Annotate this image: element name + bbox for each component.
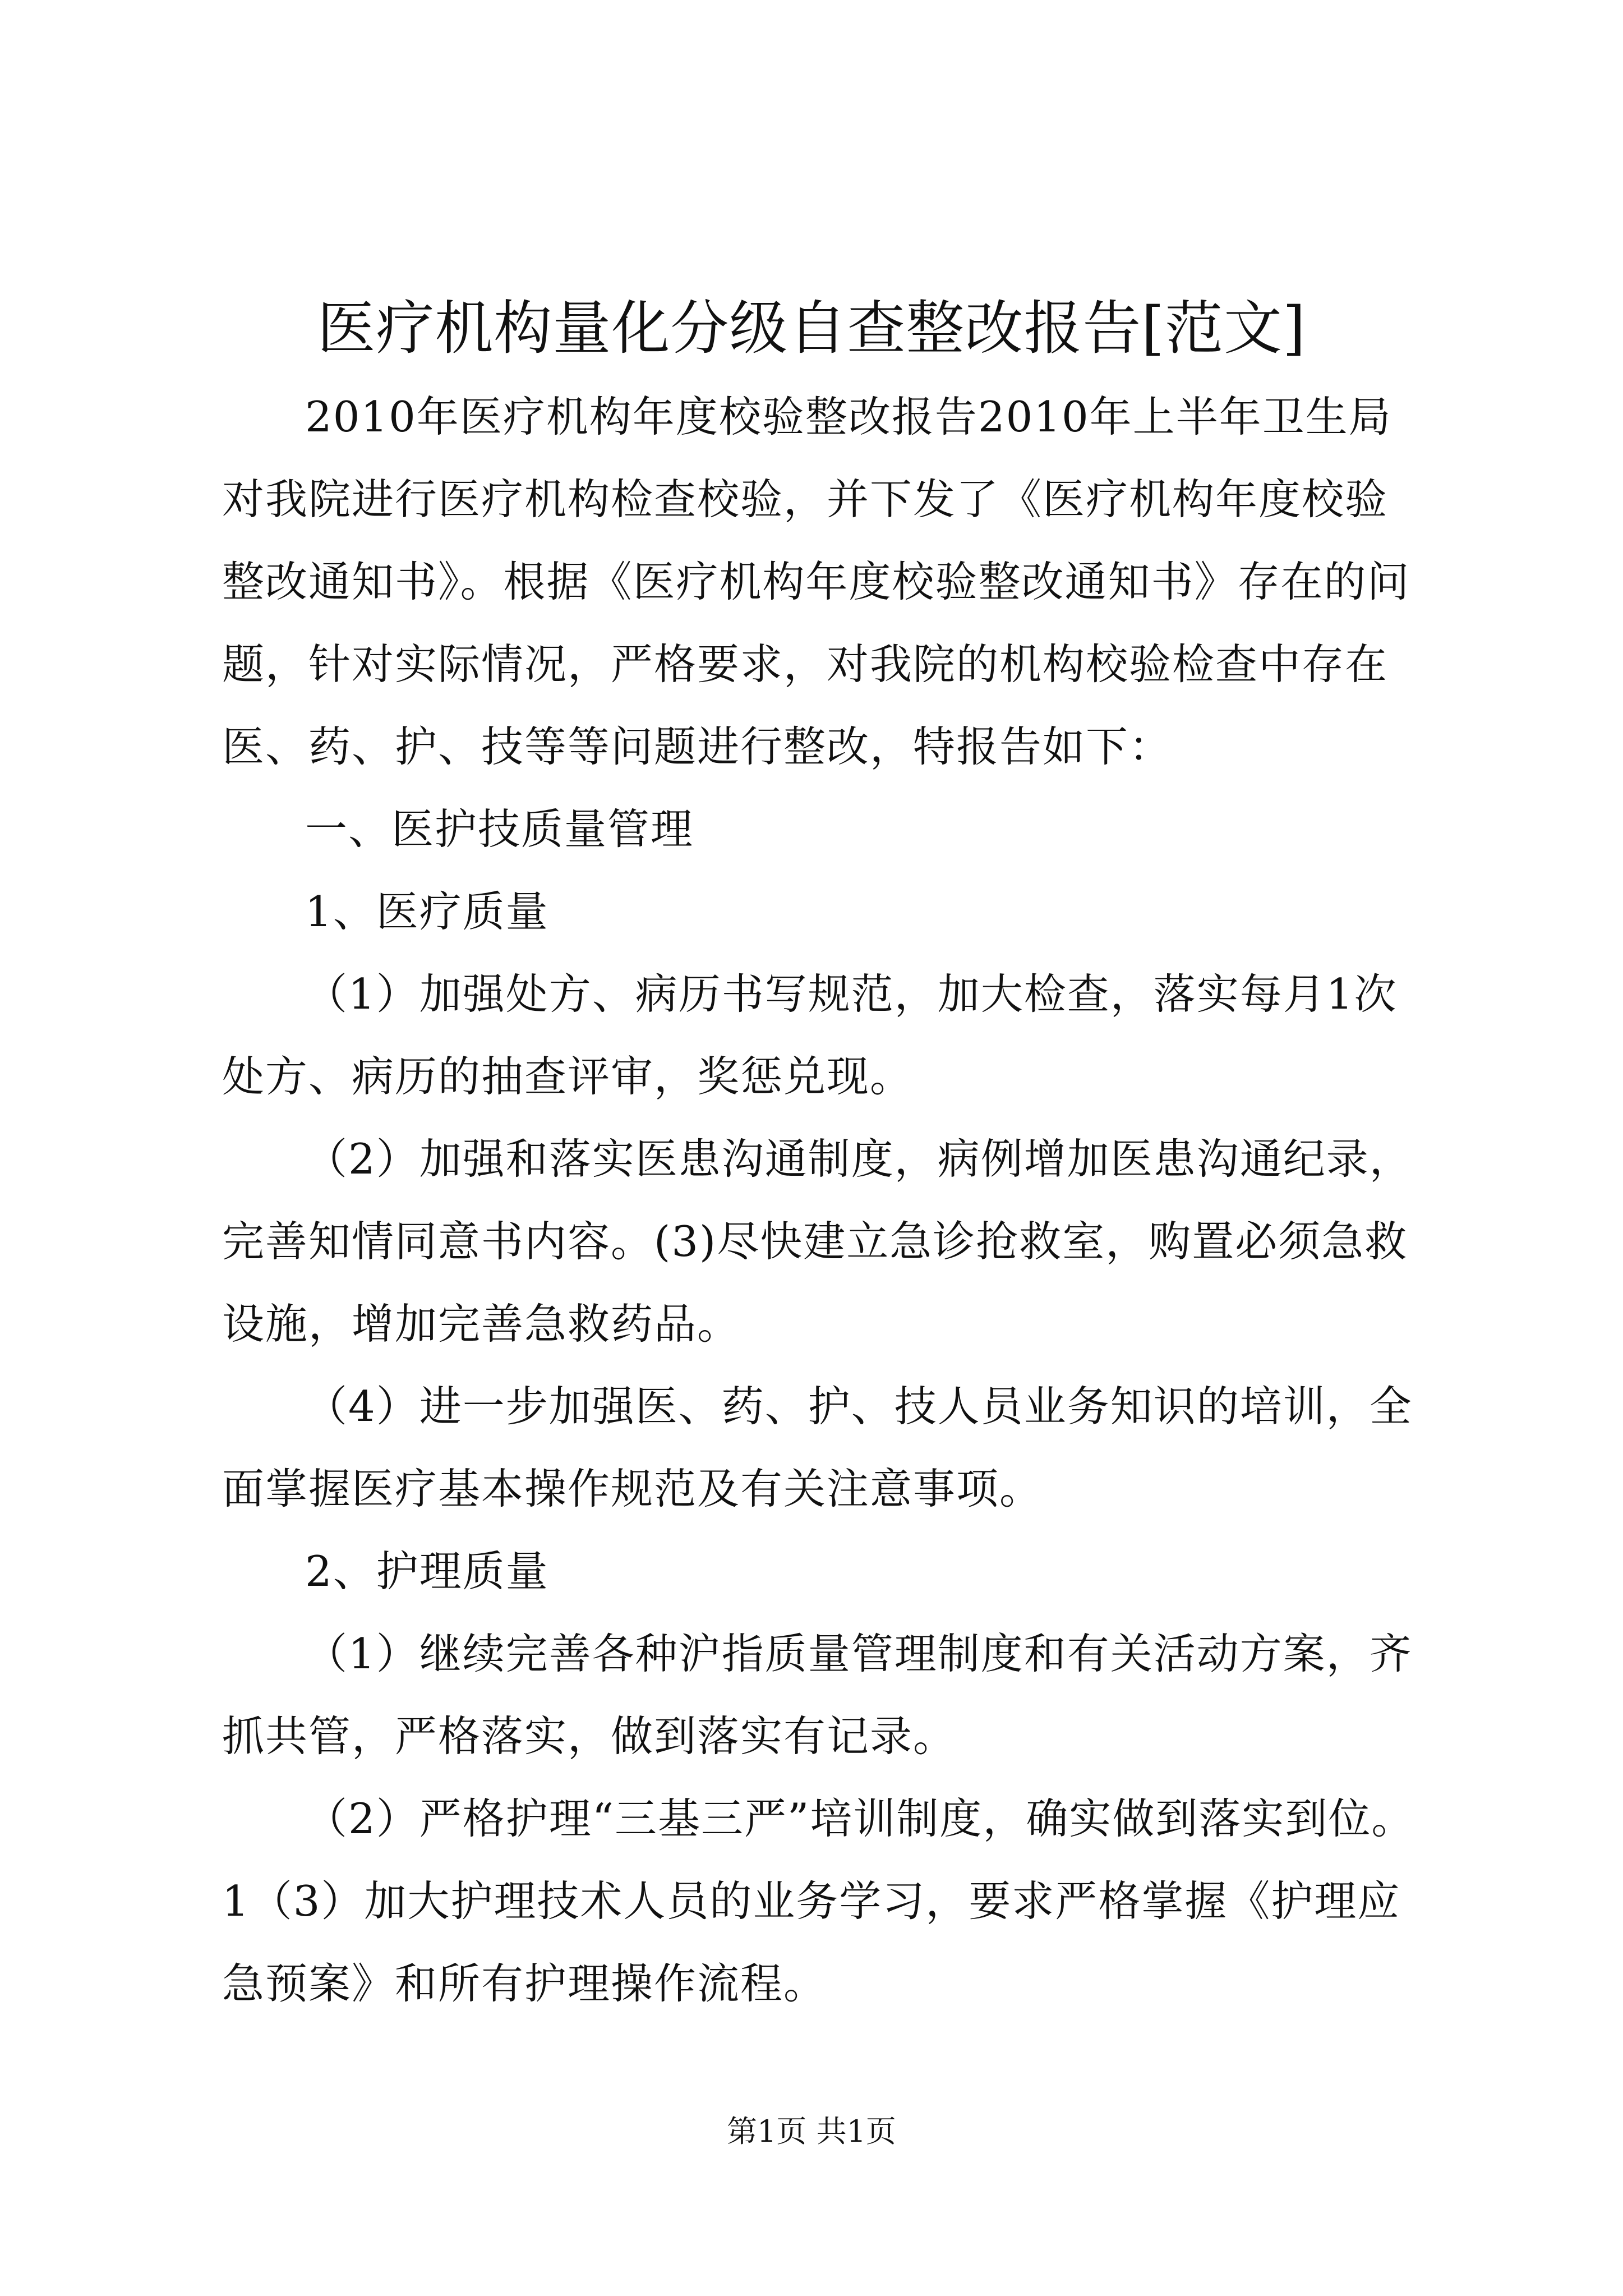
page-number-footer: 第1页 共1页 [727,2114,896,2149]
document-body [222,376,1422,2025]
subsection-heading-medical-quality: 1、医疗质量 [305,887,549,936]
subsection-heading-nursing-quality: 2、护理质量 [305,1547,549,1596]
section-heading-quality-management: 一、医护技质量管理 [305,804,694,854]
paragraph-item: （1）加强处方、病历书写规范，加大检查，落实每月1次处方、病历的抽查评审，奖惩兑现。 [222,969,1398,1101]
document-title: 医疗机构量化分级自查整改报告[范文] [317,294,1306,362]
paragraph-item: （1）继续完善各种沪指质量管理制度和有关活动方案，齐抓共管，严格落实，做到落实有记录。 [222,1629,1413,1761]
paragraph-intro: 2010年医疗机构年度校验整改报告2010年上半年卫生局对我院进行医疗机构检查校验，并下发了《医疗机构年度校验整改通知书》。根据《医疗机构年度校验整改通知书》存在的问题，针对实际情况，严格要求，对我院的机构校验检查中存在医、药、护、技等等问题进行整改，特报告如下： [222,392,1410,771]
paragraph-item: （4）进一步加强医、药、护、技人员业务知识的培训，全面掌握医疗基本操作规范及有关注意事项。 [222,1382,1413,1513]
paragraph-item: （2）加强和落实医患沟通制度，病例增加医患沟通纪录，完善知情同意书内容。(3)尽快建立急诊抢救室，购置必须急救设施，增加完善急救药品。 [222,1134,1413,1349]
paragraph-item: （2）严格护理“三基三严”培训制度，确实做到落实到位。1（3）加大护理技术人员的业务学习，要求严格掌握《护理应急预案》和所有护理操作流程。 [222,1794,1415,2008]
